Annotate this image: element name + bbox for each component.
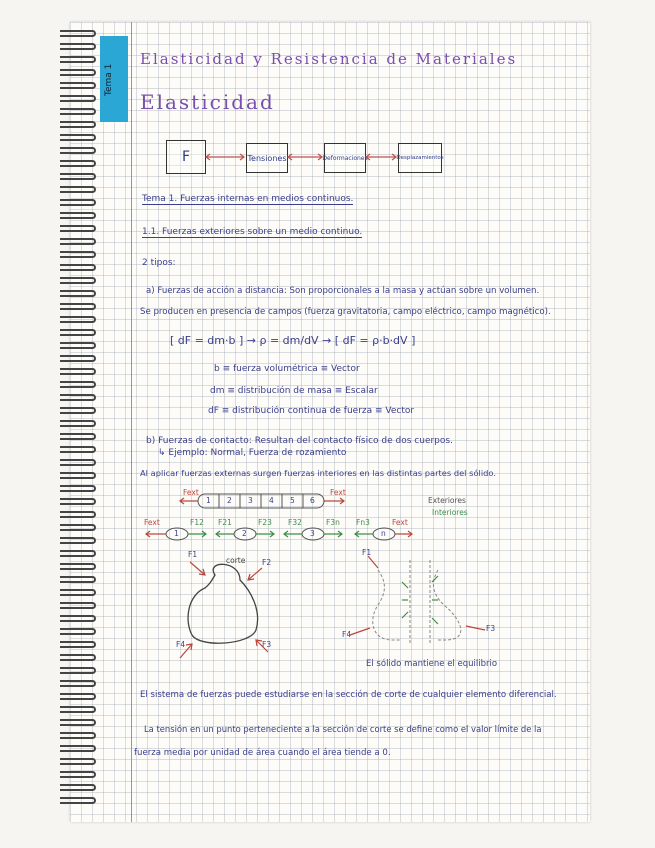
- f3-label: F3: [262, 640, 272, 649]
- subject-title: Elasticidad y Resistencia de Materiales: [140, 50, 518, 68]
- closing-line1: El sistema de fuerzas puede estudiarse en la sección de corte de cualquier elemento diferencial.: [140, 690, 557, 700]
- closing-line3: fuerza media por unidad de área cuando el área tiende a 0.: [134, 748, 391, 758]
- heading-tema1: Tema 1. Fuerzas internas en medios continuos.: [142, 194, 354, 204]
- fext-label-right: Fext: [330, 488, 346, 497]
- bar-label-5: 5: [290, 496, 295, 505]
- cut-label: corte: [226, 556, 246, 565]
- def-dm: dm ≡ distribución de masa ≡ Escalar: [210, 386, 378, 396]
- f4-label: F4: [176, 640, 186, 649]
- interior-force-arrows: [188, 531, 373, 537]
- f3-label-cut: F3: [486, 624, 496, 633]
- cut-solid: [373, 560, 461, 645]
- part-b-line1: b) Fuerzas de contacto: Resultan del contacto físico de dos cuerpos.: [146, 436, 453, 446]
- force-label-f12: F12: [190, 518, 204, 527]
- force-label-fext-right: Fext: [392, 518, 408, 527]
- fext-arrows-top: [180, 498, 344, 504]
- bar-label-2: 2: [227, 496, 232, 505]
- f2-label: F2: [262, 558, 272, 567]
- force-label-f23: F23: [258, 518, 272, 527]
- box-tensiones: Tensiones: [246, 143, 288, 173]
- heading-1-1: 1.1. Fuerzas exteriores sobre un medio continuo.: [142, 227, 363, 237]
- force-label-fext-left: Fext: [144, 518, 160, 527]
- chapter-title: Elasticidad: [140, 90, 275, 114]
- segment-2: 2: [242, 529, 247, 538]
- legend-exteriores: Exteriores: [428, 496, 466, 505]
- formula: [ dF = dm·b ] → ρ = dm/dV → [ dF = ρ·b·dV ]: [170, 334, 416, 347]
- bar-label-1: 1: [206, 496, 211, 505]
- f1-label: F1: [188, 550, 198, 559]
- solid-body: [188, 564, 258, 643]
- f4-label-cut: F4: [342, 630, 352, 639]
- closing-line2: La tensión en un punto perteneciente a la sección de corte se define como el valor límite de la: [144, 724, 542, 734]
- force-label-f32: F32: [288, 518, 302, 527]
- box-force: F: [166, 140, 206, 174]
- part-a-line1: a) Fuerzas de acción a distancia: Son proporcionales a la masa y actúan sobre un volumen.: [146, 286, 540, 296]
- bar-label-4: 4: [269, 496, 274, 505]
- part-a-line2: Se producen en presencia de campos (fuerza gravitatoria, campo eléctrico, campo magnético).: [140, 307, 551, 317]
- segment-1: 1: [174, 529, 179, 538]
- box-desplazamientos: Desplazamientos: [398, 143, 442, 173]
- part-b-example: ↳ Ejemplo: Normal, Fuerza de rozamiento: [158, 448, 347, 458]
- def-df: dF ≡ distribución continua de fuerza ≡ Vector: [208, 406, 415, 416]
- segment-n: n: [381, 529, 386, 538]
- force-label-f3n: F3n: [326, 518, 340, 527]
- force-label-f21: F21: [218, 518, 232, 527]
- tipos-label: 2 tipos:: [142, 258, 176, 268]
- bar-label-6: 6: [310, 496, 315, 505]
- def-b: b ≡ fuerza volumétrica ≡ Vector: [214, 364, 360, 374]
- box-deformaciones: Deformaciones: [324, 143, 366, 173]
- tab-label: Tema 1: [104, 63, 114, 96]
- force-label-fn3: Fn3: [356, 518, 370, 527]
- equilibrium-caption: El sólido mantiene el equilibrio: [366, 659, 498, 669]
- flow-arrows: [206, 154, 396, 160]
- bar-label-3: 3: [248, 496, 253, 505]
- part-b-line3: Al aplicar fuerzas externas surgen fuerzas interiores en las distintas partes del sólido.: [140, 468, 496, 478]
- f1-label-cut: F1: [362, 548, 372, 557]
- segment-bar: [198, 494, 324, 508]
- segment-3: 3: [310, 529, 315, 538]
- fext-label-left: Fext: [183, 488, 199, 497]
- legend-interiores: Interiores: [432, 508, 468, 517]
